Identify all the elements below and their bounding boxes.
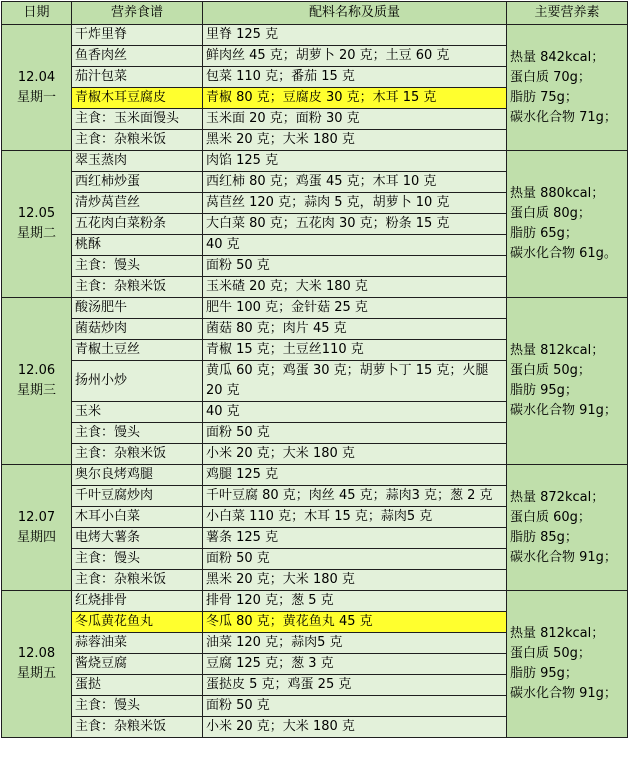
dish-name: 主食：杂粮米饭 [72,444,203,465]
dish-name: 蒜蓉油菜 [72,633,203,654]
header-date: 日期 [2,2,72,25]
dish-name: 青椒木耳豆腐皮 [72,88,203,109]
day-cell [2,298,72,465]
ingredients-text: 西红柿 80 克；鸡蛋 45 克；木耳 10 克 [203,172,507,193]
ingredients-text: 里脊 125 克 [203,25,507,46]
day-date: 12.08 [17,646,56,661]
dish-name: 清炒莴苣丝 [72,193,203,214]
ingredients-text: 薯条 125 克 [203,528,507,549]
ingredients-text: 豆腐 125 克；葱 3 克 [203,654,507,675]
dish-name: 千叶豆腐炒肉 [72,486,203,507]
nutrient-line: 脂肪 65g； [510,226,578,241]
dish-name: 菌菇炒肉 [72,319,203,340]
dish-name: 桃酥 [72,235,203,256]
dish-name: 主食：杂粮米饭 [72,717,203,738]
ingredients-text: 青椒 80 克；豆腐皮 30 克；木耳 15 克 [203,88,507,109]
nutrient-line: 热量 872kcal； [510,489,605,505]
day-date: 12.07 [17,509,56,525]
dish-name: 红烧排骨 [72,591,203,612]
day-weekday: 星期二 [16,226,56,241]
dish-name: 青椒土豆丝 [72,340,203,361]
day-date: 12.04 [17,69,56,85]
table-row [2,591,628,612]
dish-name: 主食：馒头 [72,549,203,570]
day-cell [2,25,72,151]
day-weekday: 星期一 [16,89,56,105]
weekly-menu-table [1,1,628,738]
nutrient-line: 蛋白质 50g； [510,363,591,378]
header-row [2,2,628,25]
nutrient-line: 碳水化合物 91g； [510,549,617,565]
table-row [2,465,628,486]
nutrient-line: 脂肪 75g； [510,89,578,105]
nutrient-line: 碳水化合物 61g。 [510,246,617,261]
header-ingredients: 配料名称及质量 [203,2,507,25]
day-cell [2,465,72,591]
dish-name: 主食：馒头 [72,696,203,717]
day-date: 12.05 [17,206,56,221]
nutrients-cell [507,151,628,298]
ingredients-text: 肥牛 100 克；金针菇 25 克 [203,298,507,319]
table-row [2,298,628,319]
ingredients-text: 40 克 [203,235,507,256]
ingredients-text: 小米 20 克；大米 180 克 [203,717,507,738]
ingredients-text: 菌菇 80 克；肉片 45 克 [203,319,507,340]
day-cell [2,151,72,298]
nutrients-cell [507,591,628,738]
ingredients-text: 玉米碴 20 克；大米 180 克 [203,277,507,298]
nutrient-line: 热量 812kcal； [510,343,605,358]
dish-name: 主食：杂粮米饭 [72,277,203,298]
dish-name: 电烤大薯条 [72,528,203,549]
dish-name: 主食：杂粮米饭 [72,130,203,151]
nutrient-line: 蛋白质 60g； [510,509,591,525]
nutrient-line: 碳水化合物 71g； [510,109,617,125]
ingredients-text: 千叶豆腐 80 克；肉丝 45 克；蒜肉3 克；葱 2 克 [203,486,507,507]
ingredients-text: 面粉 50 克 [203,423,507,444]
dish-name: 扬州小炒 [72,361,203,402]
nutrients-cell [507,25,628,151]
nutrient-line: 碳水化合物 91g； [510,686,617,701]
nutrient-line: 热量 842kcal； [510,49,605,65]
header-menu: 营养食谱 [72,2,203,25]
ingredients-text: 小白菜 110 克；木耳 15 克；蒜肉5 克 [203,507,507,528]
dish-name: 翠玉蒸肉 [72,151,203,172]
ingredients-text: 黑米 20 克；大米 180 克 [203,570,507,591]
ingredients-text: 肉馅 125 克 [203,151,507,172]
dish-name: 主食：杂粮米饭 [72,570,203,591]
ingredients-text: 40 克 [203,402,507,423]
dish-name: 主食：馒头 [72,423,203,444]
nutrient-line: 热量 880kcal； [510,186,605,201]
dish-name: 蛋挞 [72,675,203,696]
ingredients-text: 排骨 120 克；葱 5 克 [203,591,507,612]
dish-name: 干炸里脊 [72,25,203,46]
ingredients-text: 玉米面 20 克；面粉 30 克 [203,109,507,130]
ingredients-text: 包菜 110 克；番茄 15 克 [203,67,507,88]
nutrients-cell [507,465,628,591]
dish-name: 奥尔良烤鸡腿 [72,465,203,486]
nutrient-line: 碳水化合物 91g； [510,403,617,418]
nutrient-line: 蛋白质 70g； [510,69,591,85]
ingredients-text: 大白菜 80 克；五花肉 30 克；粉条 15 克 [203,214,507,235]
nutrients-cell [507,298,628,465]
dish-name: 鱼香肉丝 [72,46,203,67]
ingredients-text: 面粉 50 克 [203,549,507,570]
day-date: 12.06 [17,363,56,378]
dish-name: 酱烧豆腐 [72,654,203,675]
day-weekday: 星期四 [16,529,56,545]
ingredients-text: 鲜肉丝 45 克；胡萝卜 20 克；土豆 60 克 [203,46,507,67]
nutrient-line: 蛋白质 80g； [510,206,591,221]
dish-name: 木耳小白菜 [72,507,203,528]
nutrient-line: 脂肪 85g； [510,529,578,545]
ingredients-text: 小米 20 克；大米 180 克 [203,444,507,465]
nutrient-line: 热量 812kcal； [510,626,605,641]
ingredients-text: 面粉 50 克 [203,256,507,277]
nutrient-line: 蛋白质 50g； [510,646,591,661]
ingredients-text: 鸡腿 125 克 [203,465,507,486]
dish-name: 茄汁包菜 [72,67,203,88]
ingredients-text: 黑米 20 克；大米 180 克 [203,130,507,151]
nutrient-line: 脂肪 95g； [510,666,578,681]
table-row [2,151,628,172]
dish-name: 酸汤肥牛 [72,298,203,319]
ingredients-text: 青椒 15 克；土豆丝110 克 [203,340,507,361]
dish-name: 冬瓜黄花鱼丸 [72,612,203,633]
dish-name: 主食：馒头 [72,256,203,277]
dish-name: 玉米 [72,402,203,423]
ingredients-text: 冬瓜 80 克；黄花鱼丸 45 克 [203,612,507,633]
ingredients-text: 黄瓜 60 克；鸡蛋 30 克；胡萝卜丁 15 克；火腿 20 克 [203,361,507,402]
nutrient-line: 脂肪 95g； [510,383,578,398]
ingredients-text: 蛋挞皮 5 克；鸡蛋 25 克 [203,675,507,696]
header-nutrients: 主要营养素 [507,2,628,25]
day-cell [2,591,72,738]
day-weekday: 星期三 [16,383,56,398]
ingredients-text: 油菜 120 克；蒜肉5 克 [203,633,507,654]
dish-name: 主食：玉米面馒头 [72,109,203,130]
dish-name: 西红柿炒蛋 [72,172,203,193]
ingredients-text: 莴苣丝 120 克；蒜肉 5 克，胡萝卜 10 克 [203,193,507,214]
table-row [2,25,628,46]
ingredients-text: 面粉 50 克 [203,696,507,717]
dish-name: 五花肉白菜粉条 [72,214,203,235]
day-weekday: 星期五 [16,666,56,681]
